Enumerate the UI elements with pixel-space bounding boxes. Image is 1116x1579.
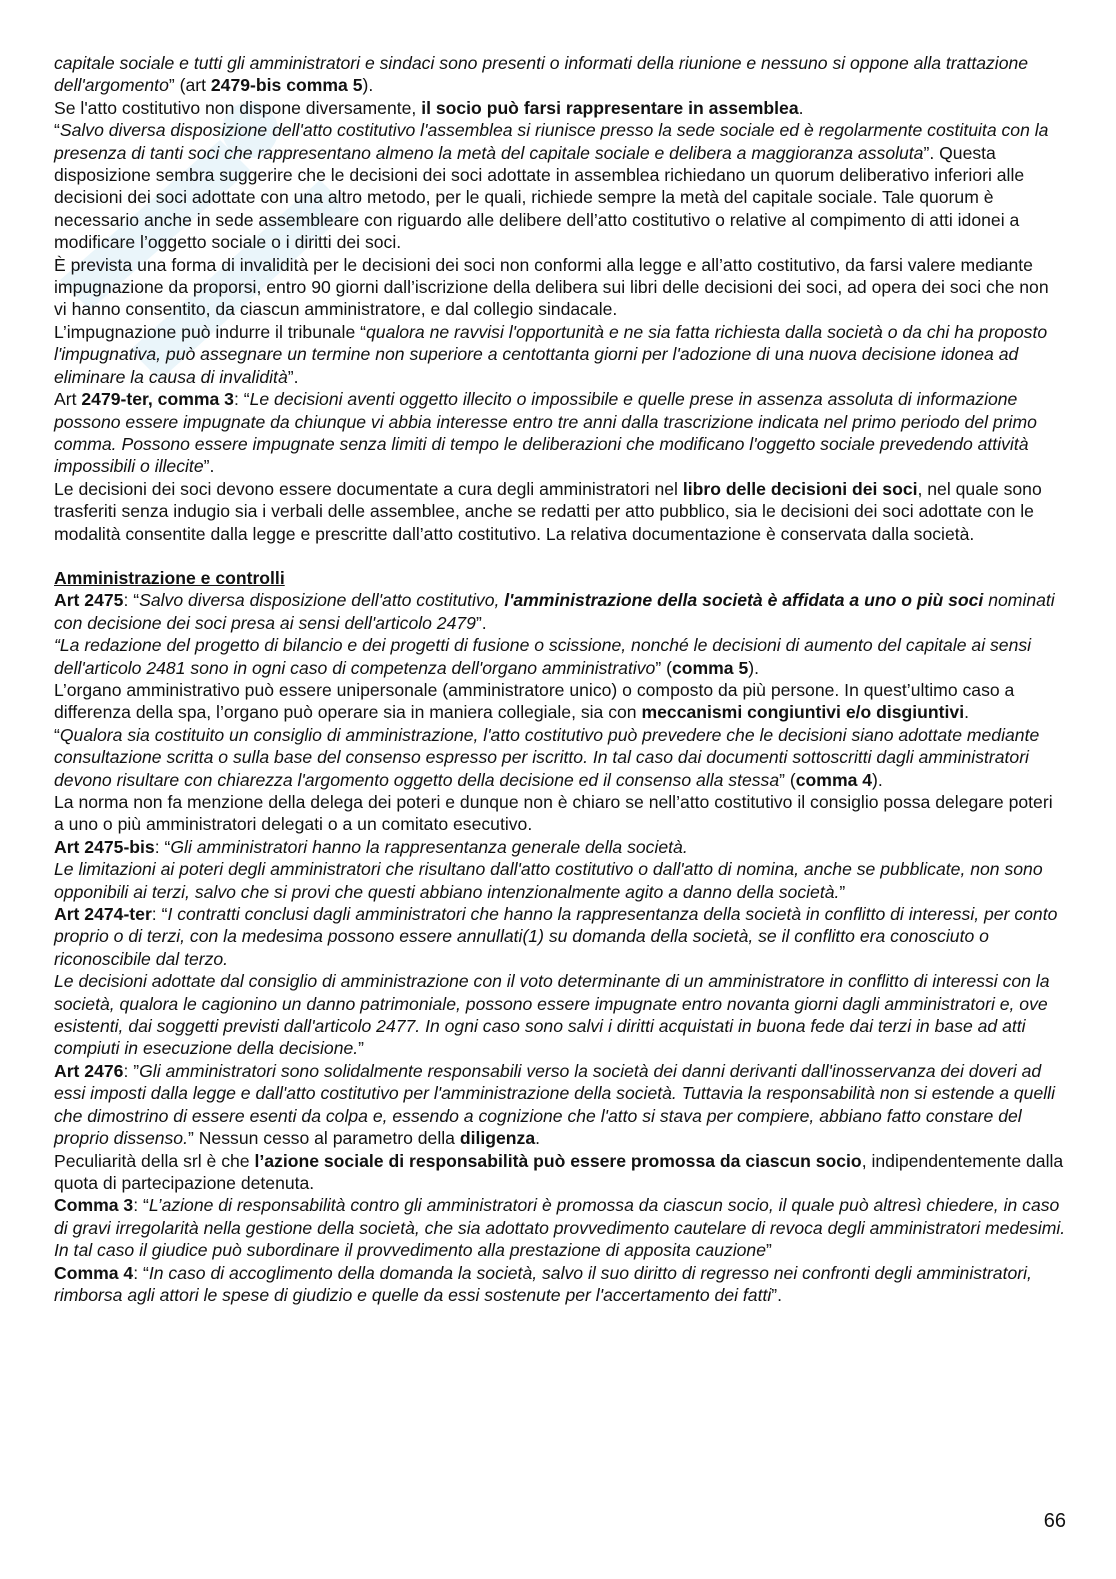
text-run: : “ <box>133 1195 149 1216</box>
bold-text: Art 2475 <box>54 590 124 611</box>
bold-text: Art 2476 <box>54 1060 124 1081</box>
paragraph <box>54 634 1066 679</box>
text-run: ”. Questa disposizione sembra suggerire che le decisioni dei soci adottate in assemblea richiedano un quorum deliberativo inferiori alle decisioni dei soci adottate con una altro metodo, per le quali, richiede sempre la metà del capitale sociale. Tale quorum è necessario anche in sede assembleare con riguardo alle delibere dell’atto costitutivo o relative al compimento di atti idonei a modificare l’oggetto sociale o i diritti dei soci. <box>54 142 1025 253</box>
text-run: Amministrazione e controlli <box>54 567 285 588</box>
text-run: ). <box>872 769 883 790</box>
paragraph <box>54 836 1066 858</box>
text-run: . <box>798 97 804 118</box>
section-heading <box>54 567 1066 589</box>
italic-text: Gli amministratori sono solidalmente responsabili verso la società dei danni derivanti dall'inosservanza dei doveri ad essi imposti dalla legge e dall'atto costitutivo per l'amministrazione della società. Tuttavia la responsabilità non si estende a quelli che dimostrino di essere esenti da colpa e, essendo a cognizione che l'atto si stava per compiere, abbiano fatto constare del proprio dissenso. <box>54 1060 1055 1149</box>
text-run: : “ <box>233 389 250 410</box>
paragraph <box>54 388 1066 478</box>
text-run: ” <box>766 1240 772 1261</box>
text-run: Art <box>54 389 82 410</box>
paragraph <box>54 97 1066 119</box>
italic-text: In caso di accoglimento della domanda la società, salvo il suo diritto di regresso nei confronti degli amministratori, rimborsa agli attori le spese di giudizio e quelle da essi sostenute per l'accertamento dei fatti <box>54 1262 1032 1305</box>
bold-text: libro delle decisioni dei soci <box>682 478 918 499</box>
bold-text: comma 5 <box>671 657 749 678</box>
paragraph <box>54 970 1066 1060</box>
italic-text: “La redazione del progetto di bilancio e dei progetti di fusione o scissione, nonché le decisioni di aumento del capitale ai sensi dell'articolo 2481 sono in ogni caso di competenza dell'organo amministrativo <box>54 635 1032 678</box>
paragraph <box>54 589 1066 634</box>
paragraph <box>54 321 1066 388</box>
text-run: L’organo amministrativo può essere unipersonale (amministratore unico) o composto da più persone. In quest’ultimo caso a differenza della spa, l’organo può operare sia in maniera collegiale, sia con <box>54 679 1015 723</box>
italic-text: l'amministrazione della società è affidata a uno o più soci <box>504 590 984 611</box>
text-run: . <box>964 702 969 723</box>
bold-text: 2479-ter, comma 3 <box>81 389 234 410</box>
bold-text: meccanismi congiuntivi e/o disgiuntivi <box>641 702 965 723</box>
bold-text: diligenza <box>459 1128 536 1149</box>
bold-text: 2479-bis comma 5 <box>210 75 363 96</box>
text-run: , indipendentemente dalla quota di partecipazione detenuta. <box>54 1150 1064 1193</box>
text-run: ” <box>358 1038 365 1059</box>
text-run: ”. <box>475 612 487 633</box>
italic-text: Le limitazioni ai poteri degli amministratori che risultano dall'atto costitutivo o dall'atto di nomina, anche se pubblicate, non sono opponibili ai terzi, salvo che si provi che questi abbiano intenzionalmente agito a danno della società. <box>54 859 1043 902</box>
italic-text: Salvo diversa disposizione dell'atto costitutivo, <box>139 590 505 611</box>
italic-text: Gli amministratori hanno la rappresentanza generale della società. <box>170 836 688 857</box>
italic-text: Salvo diversa disposizione dell'atto costitutivo l'assemblea si riunisce presso la sede sociale ed è regolarmente costituita con la presenza di tanti soci che rappresentano almeno la metà del capitale sociale e delibera a maggioranza assoluta <box>54 120 1049 163</box>
bold-text: Comma 4 <box>54 1262 134 1283</box>
text-run: L’impugnazione può indurre il tribunale “ <box>54 321 366 342</box>
paragraph <box>54 903 1066 970</box>
text-run: ” ( <box>779 769 796 790</box>
text-run: Peculiarità della srl è che <box>54 1150 255 1171</box>
text-run: ). <box>362 75 374 96</box>
text-run: Se l'atto costitutivo non dispone diversamente, <box>54 97 422 118</box>
italic-text: nominati con decisione dei soci presa ai sensi dell'articolo 2479 <box>54 590 1055 633</box>
paragraph <box>54 724 1066 791</box>
paragraph <box>54 1060 1066 1150</box>
text-run: : ” <box>123 1060 140 1081</box>
page-number: 66 <box>1043 1510 1066 1532</box>
paragraph <box>54 119 1066 253</box>
italic-text: qualora ne ravvisi l'opportunità e ne sia fatta richiesta dalla società o da chi ha proposto l'impugnativa, può assegnare un termine non superiore a centottanta giorni per l'adozione di una nuova decisione idonea ad eliminare la causa di invalidità <box>54 321 1048 387</box>
text-run: ”. <box>203 456 215 477</box>
paragraph <box>54 478 1066 545</box>
document-body <box>54 52 1066 1306</box>
text-run: ” (art <box>168 75 211 96</box>
italic-text: Le decisioni adottate dal consiglio di amministrazione con il voto determinante di un amministratore in conflitto di interessi con la società, qualora le cagionino un danno patrimoniale, possono essere impugnate entro novanta giorni dagli amministratori e, ove esistenti, dai soggetti previsti dall'articolo 2477. In ogni caso sono salvi i diritti acquistati in buona fede dai terzi in base ad atti compiuti in esecuzione della decisione. <box>54 971 1050 1059</box>
paragraph-gap <box>54 545 1066 567</box>
paragraph <box>54 1194 1066 1261</box>
paragraph <box>54 254 1066 321</box>
italic-text: Le decisioni aventi oggetto illecito o impossibile e quelle prese in assenza assoluta di informazione possono essere impugnate da chiunque vi abbia interesse entro tre anni dalla trascrizione indicata nel primo periodo del primo comma. Possono essere impugnate senza limiti di tempo le deliberazioni che modificano l'oggetto sociale prevedendo attività impossibili o illecite <box>54 389 1037 477</box>
bold-text: Art 2475-bis <box>54 836 155 857</box>
text-run: , nel quale sono trasferiti senza indugio sia i verbali delle assemblee, anche se redatti per atto pubblico, sia le decisioni dei soci adottate con le modalità consentite dalla legge e prescritte dall’atto costitutivo. La relativa documentazione è conservata dalla società. <box>54 478 1042 544</box>
bold-text: comma 4 <box>795 769 873 790</box>
paragraph <box>54 679 1066 724</box>
paragraph <box>54 791 1066 836</box>
text-run: ” <box>839 881 846 902</box>
text-run: ”. <box>771 1284 783 1305</box>
italic-text: capitale sociale e tutti gli amministratori e sindaci sono presenti o informati della riunione e nessuno si oppone alla trattazione dell'argomento <box>54 53 1029 96</box>
paragraph <box>54 1150 1066 1195</box>
paragraph <box>54 858 1066 903</box>
text-run: : “ <box>151 904 168 925</box>
text-run: La norma non fa menzione della delega dei poteri e dunque non è chiaro se nell’atto costitutivo il consiglio possa delegare poteri a uno o più amministratori delegati o a un comitato esecutivo. <box>54 792 1053 835</box>
italic-text: Qualora sia costituito un consiglio di amministrazione, l'atto costitutivo può prevedere che le decisioni siano adottate mediante consultazione scritta o sulla base del consenso espresso per iscritto. In tal caso dai documenti sottoscritti dagli amministratori devono risultare con chiarezza l'argomento oggetto della decisione ed il consenso alla stessa <box>54 724 1040 790</box>
text-run: “ <box>54 724 60 745</box>
text-run: : “ <box>123 590 140 611</box>
text-run: ” ( <box>655 657 672 678</box>
bold-text: Comma 3 <box>54 1195 134 1216</box>
paragraph <box>54 1262 1066 1307</box>
text-run: : “ <box>154 836 171 857</box>
text-run: ” Nessun cesso al parametro della <box>187 1128 460 1149</box>
text-run: È prevista una forma di invalidità per le decisioni dei soci non conformi alla legge e all’atto costitutivo, da farsi valere mediante impugnazione da proporsi, entro 90 giorni dall’iscrizione della delibera sui libri delle decisioni dei soci, ad opera dei soci che non vi hanno consentito, da ciascun amministratore, e dal collegio sindacale. <box>54 254 1049 320</box>
bold-text: Art 2474-ter <box>54 904 152 925</box>
bold-text: il socio può farsi rappresentare in assemblea <box>421 97 799 118</box>
paragraph <box>54 52 1066 97</box>
text-run: ”. <box>287 366 299 387</box>
bold-text: l’azione sociale di responsabilità può essere promossa da ciascun socio <box>254 1150 862 1171</box>
text-run: : “ <box>133 1262 149 1283</box>
text-run: . <box>535 1128 541 1149</box>
text-run: “ <box>54 120 60 141</box>
italic-text: L’azione di responsabilità contro gli amministratori è promossa da ciascun socio, il quale può altresì chiedere, in caso di gravi irregolarità nella gestione della società, che sia adottato provvedimento cautelare di revoca degli amministratori medesimi. In tal caso il giudice può subordinare il provvedimento alla prestazione di apposita cauzione <box>54 1195 1066 1261</box>
text-run: ). <box>748 657 759 678</box>
text-run: Le decisioni dei soci devono essere documentate a cura degli amministratori nel <box>54 478 683 499</box>
italic-text: I contratti conclusi dagli amministratori che hanno la rappresentanza della società in conflitto di interessi, per conto proprio o di terzi, con la medesima possono essere annullati(1) su domanda della società, se il conflitto era conosciuto o riconoscibile dal terzo. <box>54 904 1058 969</box>
